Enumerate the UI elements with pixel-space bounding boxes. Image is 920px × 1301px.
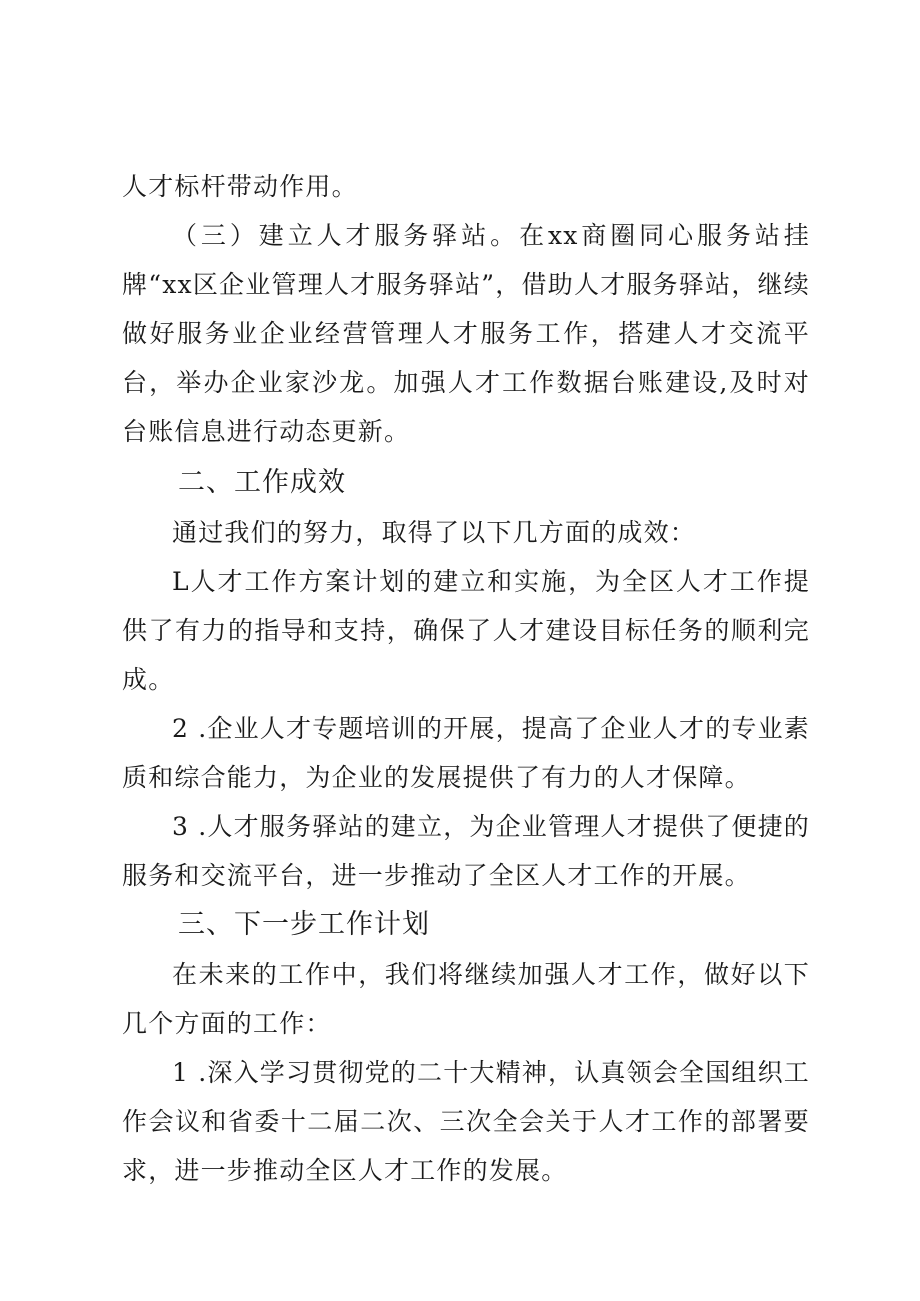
list-item-result-1: L人才工作方案计划的建立和实施，为全区人才工作提供了有力的指导和支持，确保了人才建设目标任务的顺利完成。 <box>122 567 810 694</box>
paragraph-results-intro: 通过我们的努力，取得了以下几方面的成效： <box>172 518 697 547</box>
list-item-result-2: 2 .企业人才专题培训的开展，提高了企业人才的专业素质和综合能力，为企业的发展提供了有力的人才保障。 <box>122 714 811 792</box>
section-heading-results: 二、工作成效 <box>178 467 346 498</box>
document-body <box>122 162 810 1195</box>
paragraph-talent-station: （三）建立人才服务驿站。在xx商圈同心服务站挂牌“xx区企业管理人才服务驿站”，借助人才服务驿站，继续做好服务业企业经营管理人才服务工作，搭建人才交流平台，举办企业家沙龙。加强人才工作数据台账建设,及时对台账信息进行动态更新。 <box>122 221 810 446</box>
section-heading-next-plan: 三、下一步工作计划 <box>178 909 430 940</box>
paragraph-continuation: 人才标杆带动作用。 <box>122 172 358 201</box>
list-item-result-3: 3 .人才服务驿站的建立，为企业管理人才提供了便捷的服务和交流平台，进一步推动了全区人才工作的开展。 <box>122 812 811 890</box>
paragraph-plan-intro: 在未来的工作中，我们将继续加强人才工作，做好以下几个方面的工作： <box>122 960 810 1038</box>
list-item-plan-1: 1 .深入学习贯彻党的二十大精神，认真领会全国组织工作会议和省委十二届二次、三次全会关于人才工作的部署要求，进一步推动全区人才工作的发展。 <box>122 1058 811 1185</box>
